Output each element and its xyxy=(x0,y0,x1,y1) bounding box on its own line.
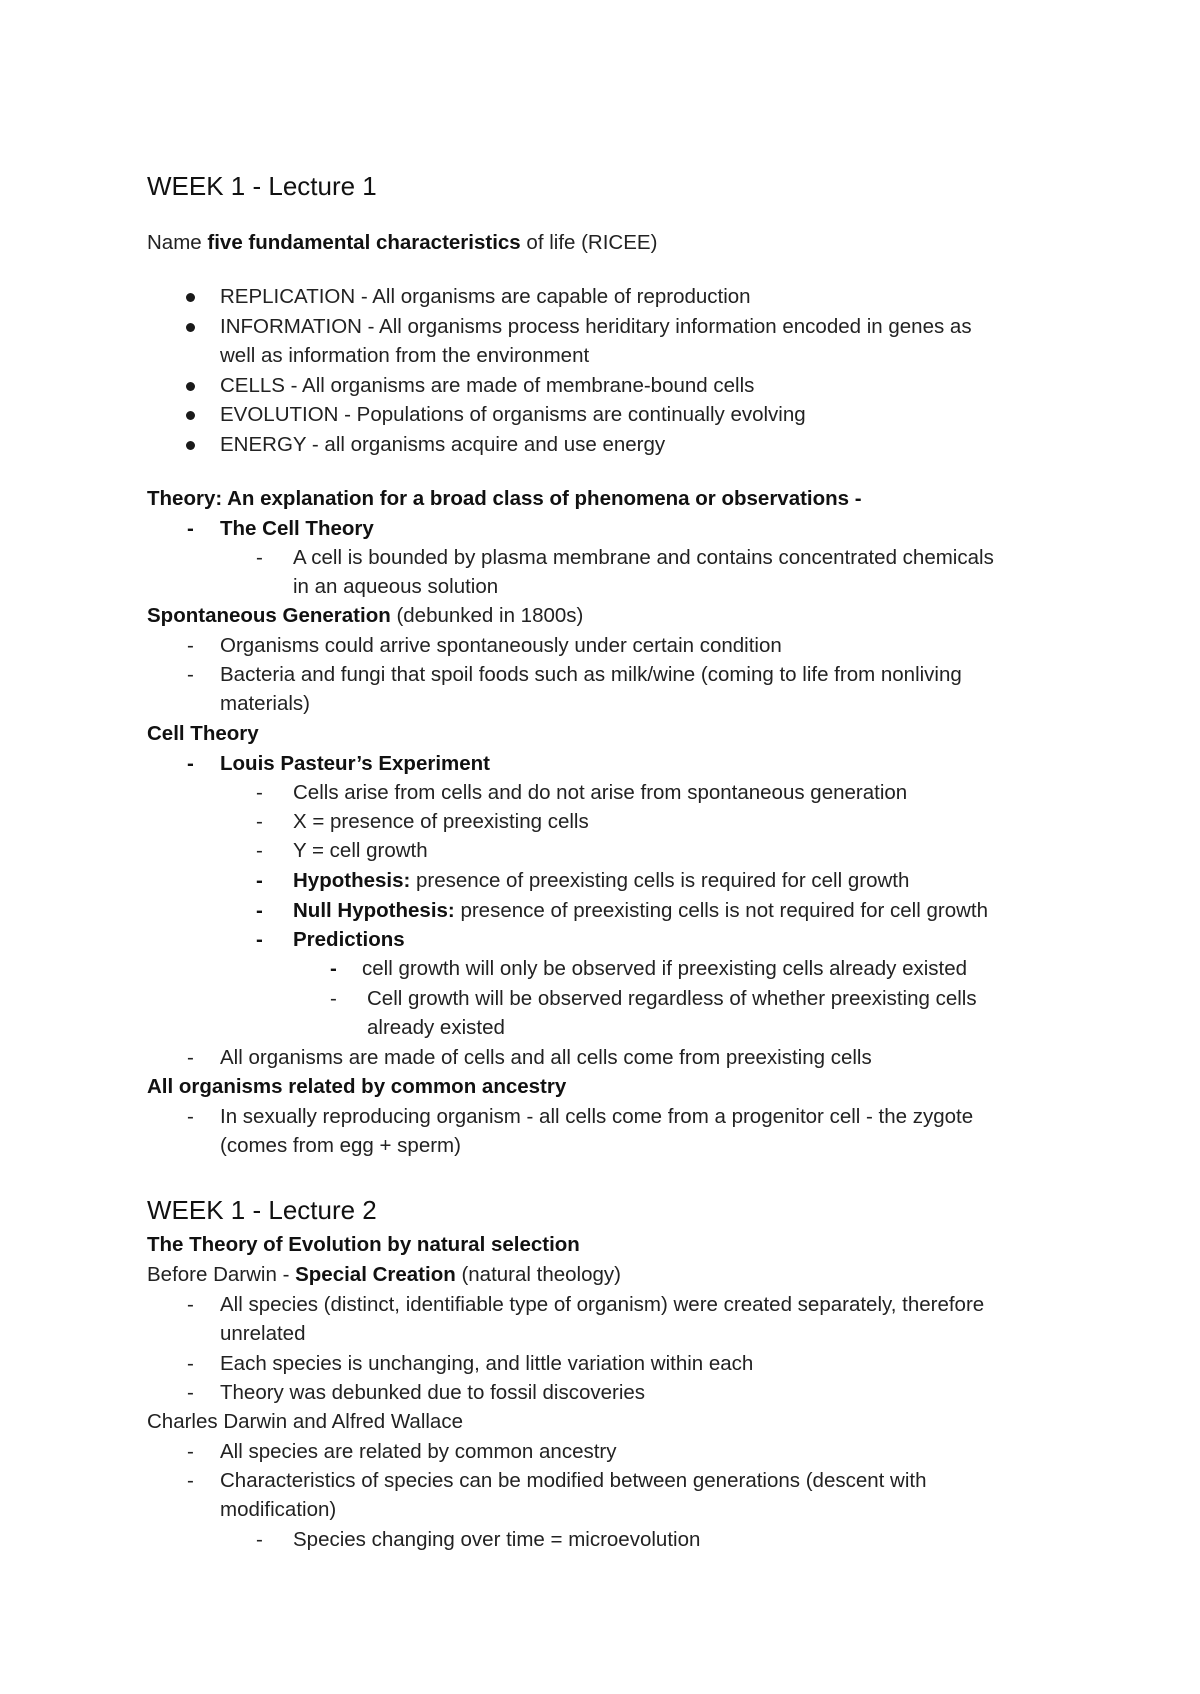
predictions xyxy=(293,927,405,953)
common-ancestry-heading xyxy=(147,1074,566,1100)
dash: - xyxy=(187,517,194,540)
creation-item-2: Each species is unchanging, and little variation within each xyxy=(220,1352,754,1375)
spontaneous-generation-bold: Spontaneous Generation xyxy=(147,604,391,627)
evolution-theory-heading-text: The Theory of Evolution by natural selection xyxy=(147,1233,580,1256)
bullet-energy: ENERGY - all organisms acquire and use energy xyxy=(220,433,666,456)
pasteur-experiment-text: Louis Pasteur’s Experiment xyxy=(220,752,491,775)
darwin-item-1: All species are related by common ancestry xyxy=(220,1440,617,1463)
prediction-2: Cell growth will be observed regardless of whether preexisting cells xyxy=(367,987,977,1010)
predictions-label: Predictions xyxy=(293,928,405,951)
bullet-dot xyxy=(186,382,195,391)
dash: - xyxy=(187,1381,194,1404)
dash: - xyxy=(256,546,263,569)
pasteur-item-1: Cells arise from cells and do not arise from spontaneous generation xyxy=(293,781,908,804)
theory-definition xyxy=(147,486,862,512)
spontaneous-item-1: Organisms could arrive spontaneously under certain condition xyxy=(220,634,782,657)
pasteur-item-x: X = presence of preexisting cells xyxy=(293,810,589,833)
prediction-1: cell growth will only be observed if preexisting cells already existed xyxy=(362,957,968,980)
cell-theory-subitem-text: The Cell Theory xyxy=(220,517,374,540)
dash: - xyxy=(256,810,263,833)
creation-item-1: All species (distinct, identifiable type of organism) were created separately, therefore xyxy=(220,1293,985,1316)
darwin-wallace-heading: Charles Darwin and Alfred Wallace xyxy=(147,1410,463,1433)
zygote-item: In sexually reproducing organism - all cells come from a progenitor cell - the zygote xyxy=(220,1105,974,1128)
prediction-2-cont: already existed xyxy=(367,1016,505,1039)
pasteur-item-y: Y = cell growth xyxy=(293,839,428,862)
bullet-dot xyxy=(186,441,195,450)
dash: - xyxy=(256,928,263,951)
theory-definition-text: Theory: An explanation for a broad class of phenomena or observations - xyxy=(147,487,862,510)
creation-item-3: Theory was debunked due to fossil discoveries xyxy=(220,1381,646,1404)
dash: - xyxy=(256,899,263,922)
darwin-item-2: Characteristics of species can be modified between generations (descent with xyxy=(220,1469,927,1492)
cell-definition: A cell is bounded by plasma membrane and contains concentrated chemicals xyxy=(293,546,994,569)
dash: - xyxy=(330,957,337,980)
hypothesis xyxy=(293,868,909,894)
dash: - xyxy=(187,1352,194,1375)
lecture-1-heading: WEEK 1 - Lecture 1 xyxy=(147,171,377,201)
null-hypothesis-label: Null Hypothesis: xyxy=(293,899,455,922)
before-darwin-note: (natural theology) xyxy=(455,1263,621,1286)
question-prefix: Name xyxy=(147,231,208,254)
common-ancestry-text: All organisms related by common ancestry xyxy=(147,1075,567,1098)
microevolution-item: Species changing over time = microevolution xyxy=(293,1528,701,1551)
dash: - xyxy=(187,752,194,775)
dash: - xyxy=(256,781,263,804)
dash: - xyxy=(256,869,263,892)
dash: - xyxy=(187,663,194,686)
hypothesis-label: Hypothesis: xyxy=(293,869,411,892)
darwin-item-2-cont: modification) xyxy=(220,1498,337,1521)
cell-theory-heading-text: Cell Theory xyxy=(147,722,259,745)
dash: - xyxy=(256,839,263,862)
spontaneous-generation-note: (debunked in 1800s) xyxy=(390,604,584,627)
dash: - xyxy=(256,1528,263,1551)
special-creation: Special Creation xyxy=(295,1263,456,1286)
dash: - xyxy=(187,1440,194,1463)
question-bold: five fundamental characteristics xyxy=(207,231,521,254)
spontaneous-item-2: Bacteria and fungi that spoil foods such as milk/wine (coming to life from nonliving xyxy=(220,663,962,686)
characteristics-question xyxy=(147,230,657,256)
null-hypothesis-text: presence of preexisting cells is not required for cell growth xyxy=(454,899,989,922)
bullet-replication: REPLICATION - All organisms are capable of reproduction xyxy=(220,285,751,308)
bullet-information: INFORMATION - All organisms process heriditary information encoded in genes as xyxy=(220,315,972,338)
lecture-2-heading: WEEK 1 - Lecture 2 xyxy=(147,1195,377,1225)
dash: - xyxy=(187,1046,194,1069)
cell-theory-subitem xyxy=(220,516,374,542)
question-suffix: of life (RICEE) xyxy=(520,231,658,254)
bullet-cells: CELLS - All organisms are made of membrane-bound cells xyxy=(220,374,755,397)
dash: - xyxy=(187,1469,194,1492)
cell-definition-cont: in an aqueous solution xyxy=(293,575,499,598)
before-darwin xyxy=(147,1262,621,1288)
dash: - xyxy=(187,1293,194,1316)
evolution-theory-heading xyxy=(147,1232,580,1258)
before-darwin-prefix: Before Darwin - xyxy=(147,1263,296,1286)
zygote-item-cont: (comes from egg + sperm) xyxy=(220,1134,461,1157)
bullet-evolution: EVOLUTION - Populations of organisms are continually evolving xyxy=(220,403,806,426)
bullet-dot xyxy=(186,293,195,302)
creation-item-1-cont: unrelated xyxy=(220,1322,306,1345)
bullet-dot xyxy=(186,323,195,332)
all-organisms-cells: All organisms are made of cells and all cells come from preexisting cells xyxy=(220,1046,872,1069)
pasteur-experiment xyxy=(220,751,490,777)
dash: - xyxy=(187,634,194,657)
cell-theory-heading xyxy=(147,721,259,747)
null-hypothesis xyxy=(293,898,988,924)
hypothesis-text: presence of preexisting cells is required for cell growth xyxy=(410,869,910,892)
bullet-information-cont: well as information from the environment xyxy=(220,344,590,367)
dash: - xyxy=(187,1105,194,1128)
bullet-dot xyxy=(186,411,195,420)
dash: - xyxy=(330,987,337,1010)
spontaneous-item-2-cont: materials) xyxy=(220,692,310,715)
spontaneous-generation-heading xyxy=(147,603,583,629)
